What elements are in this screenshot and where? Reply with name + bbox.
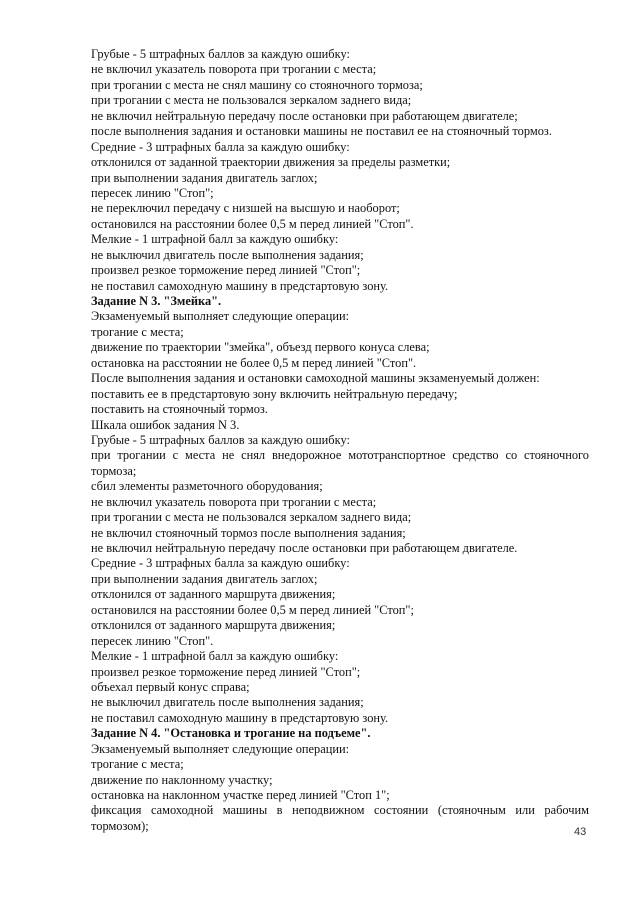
text-line: остановка на расстоянии не более 0,5 м перед линией "Стоп". — [91, 355, 417, 370]
document-body — [91, 47, 589, 834]
text-line: не выключил двигатель после выполнения задания; — [91, 695, 364, 710]
text-line: остановка на наклонном участке перед линией "Стоп 1"; — [91, 788, 390, 803]
text-line: при трогании с места не снял машину со стояночного тормоза; — [91, 77, 423, 92]
text-line: пересек линию "Стоп"; — [91, 185, 214, 200]
text-line: не переключил передачу с низшей на высшую и наоборот; — [91, 201, 400, 216]
text-line: остановился на расстоянии более 0,5 м перед линией "Стоп"; — [91, 602, 414, 617]
text-line: остановился на расстоянии более 0,5 м перед линией "Стоп". — [91, 216, 414, 231]
text-line: поставить ее в предстартовую зону включить нейтральную передачу; — [91, 386, 458, 401]
text-line: Экзаменуемый выполняет следующие операции: — [91, 741, 350, 756]
text-line: Средние - 3 штрафных балла за каждую ошибку: — [91, 139, 350, 154]
section-heading: Задание N 4. "Остановка и трогание на подъеме". — [91, 726, 371, 741]
text-line: отклонился от заданной траектории движения за пределы разметки; — [91, 155, 451, 170]
text-line: не включил стояночный тормоз после выполнения задания; — [91, 525, 406, 540]
text-line: объехал первый конус справа; — [91, 679, 250, 694]
text-line: Грубые - 5 штрафных баллов за каждую ошибку: — [91, 432, 350, 447]
text-line: произвел резкое торможение перед линией "Стоп"; — [91, 263, 361, 278]
text-line: не включил нейтральную передачу после остановки при работающем двигателе; — [91, 108, 518, 123]
text-line: движение по траектории "змейка", объезд первого конуса слева; — [91, 340, 430, 355]
text-line: не включил указатель поворота при трогании с места; — [91, 494, 377, 509]
text-line: не включил указатель поворота при трогании с места; — [91, 62, 377, 77]
text-line: не поставил самоходную машину в предстартовую зону. — [91, 278, 389, 293]
text-line: Экзаменуемый выполняет следующие операции: — [91, 309, 350, 324]
text-line: Шкала ошибок задания N 3. — [91, 417, 240, 432]
text-line: при выполнении задания двигатель заглох; — [91, 571, 318, 586]
text-line: Средние - 3 штрафных балла за каждую ошибку: — [91, 556, 350, 571]
text-line: при трогании с места не пользовался зеркалом заднего вида; — [91, 93, 412, 108]
text-line: при выполнении задания двигатель заглох; — [91, 170, 318, 185]
text-line: Мелкие - 1 штрафной балл за каждую ошибку: — [91, 232, 339, 247]
text-line: после выполнения задания и остановки машины не поставил ее на стояночный тормоз. — [91, 124, 552, 139]
text-line: пересек линию "Стоп". — [91, 633, 214, 648]
text-line: Грубые - 5 штрафных баллов за каждую ошибку: — [91, 47, 350, 61]
text-line: отклонился от заданного маршрута движения; — [91, 618, 336, 633]
text-line: не поставил самоходную машину в предстартовую зону. — [91, 710, 389, 725]
text-line: фиксация самоходной машины в неподвижном состоянии (стояночным или рабочим тормозом); — [91, 803, 589, 833]
text-line: при трогании с места не снял внедорожное мототранспортное средство со стояночного тормоза; — [91, 448, 589, 478]
text-line: поставить на стояночный тормоз. — [91, 402, 268, 417]
text-line: не выключил двигатель после выполнения задания; — [91, 247, 364, 262]
text-line: трогание с места; — [91, 324, 184, 339]
text-line: отклонился от заданного маршрута движения; — [91, 587, 336, 602]
section-heading: Задание N 3. "Змейка". — [91, 294, 222, 308]
text-line: После выполнения задания и остановки самоходной машины экзаменуемый должен: — [91, 371, 540, 386]
text-line: сбил элементы разметочного оборудования; — [91, 479, 323, 494]
text-line: не включил нейтральную передачу после остановки при работающем двигателе. — [91, 541, 518, 556]
text-line: при трогании с места не пользовался зеркалом заднего вида; — [91, 510, 412, 525]
text-line: Мелкие - 1 штрафной балл за каждую ошибку: — [91, 649, 339, 664]
text-line: трогание с места; — [91, 757, 184, 772]
page-number: 43 — [574, 826, 587, 838]
text-line: движение по наклонному участку; — [91, 772, 273, 787]
text-line: произвел резкое торможение перед линией "Стоп"; — [91, 664, 361, 679]
